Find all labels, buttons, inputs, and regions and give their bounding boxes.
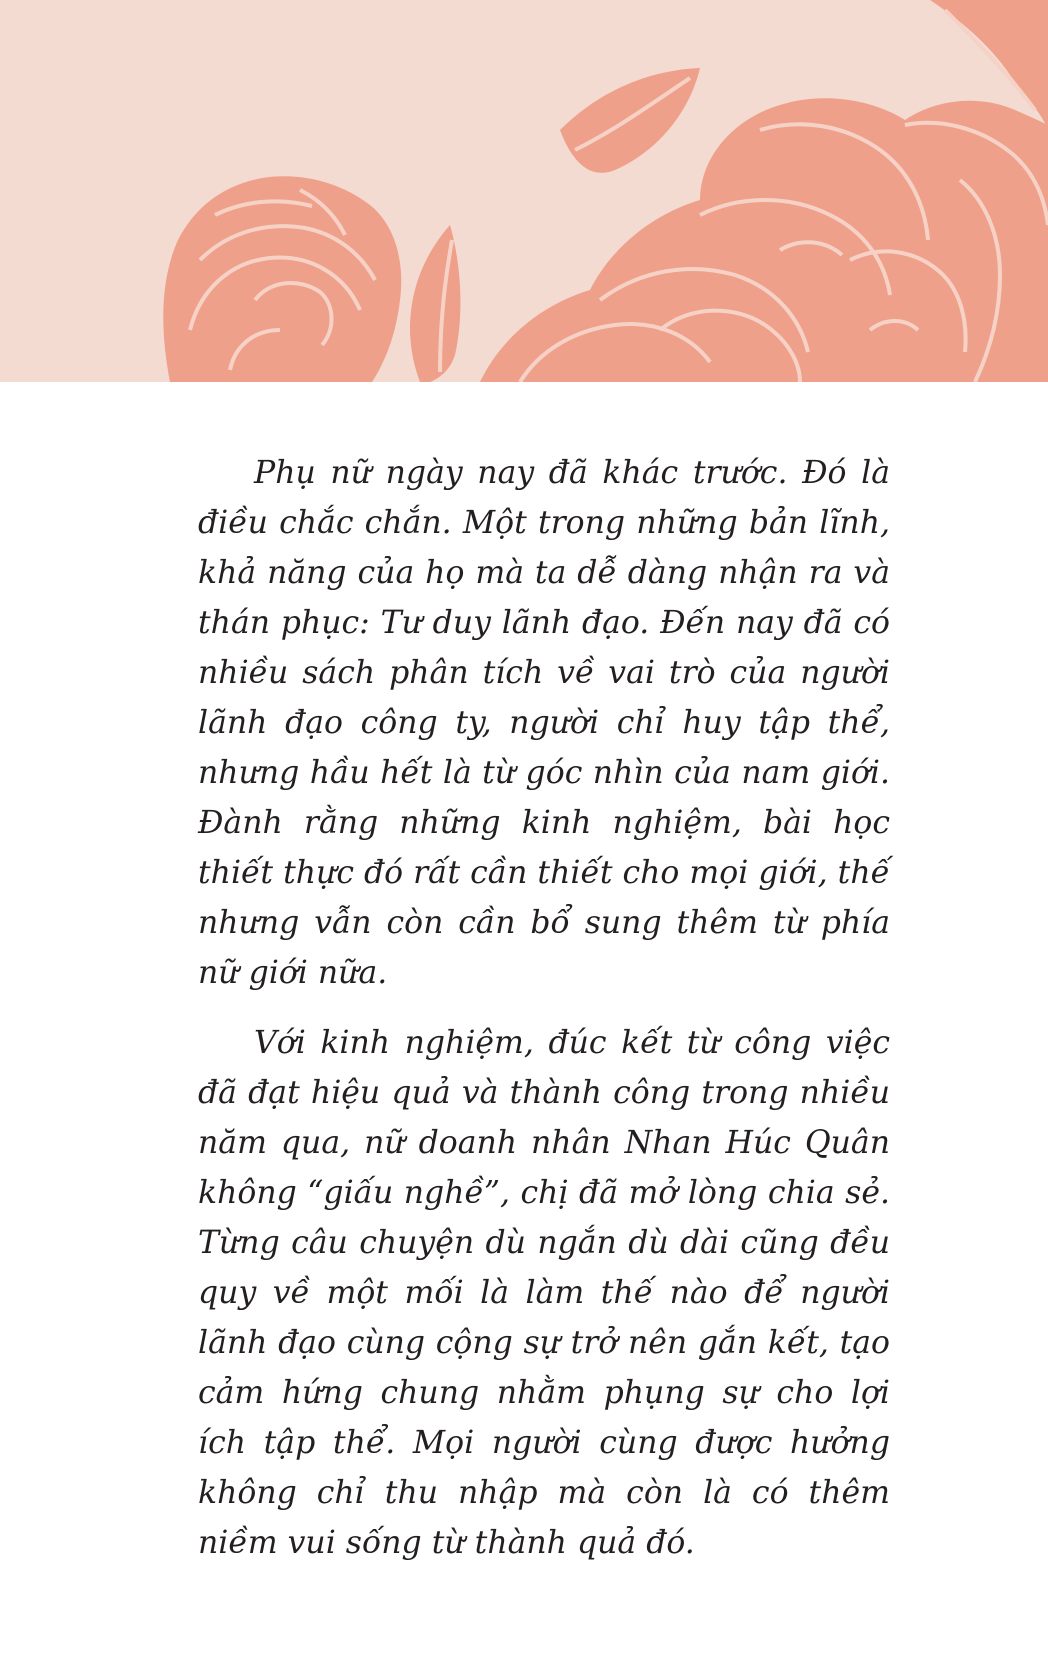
paragraph-2: Với kinh nghiệm, đúc kết từ công việc đã đạt hiệu quả và thành công trong nhiều năm qua, nữ doanh nhân Nhan Húc Quân không “giấu nghề”, chị đã mở lòng chia sẻ. Từng câu chuyện dù ngắn dù dài cũng đều quy về một mối là làm thế nào để người lãnh đạo cùng cộng sự trở nên gắn kết, tạo cảm hứng chung nhằm phụng sự cho lợi ích tập thể. Mọi người cùng được hưởng không chỉ thu nhập mà còn là có thêm niềm vui sống từ thành quả đó. xyxy=(198,1025,890,1561)
leaf-top-middle xyxy=(560,68,700,173)
paragraph-1: Phụ nữ ngày nay đã khác trước. Đó là điều chắc chắn. Một trong những bản lĩnh, khả năng của họ mà ta dễ dàng nhận ra và thán phục: Tư duy lãnh đạo. Đến nay đã có nhiều sách phân tích về vai trò của người lãnh đạo công ty, người chỉ huy tập thể, nhưng hầu hết là từ góc nhìn của nam giới. Đành rằng những kinh nghiệm, bài học thiết thực đó rất cần thiết cho mọi giới, thế nhưng vẫn còn cần bổ sung thêm từ phía nữ giới nữa. xyxy=(198,455,890,991)
header-floral-band xyxy=(0,0,1048,382)
peony-flower-illustration xyxy=(0,0,1048,382)
peony-bud-left xyxy=(163,176,401,382)
leaf-small xyxy=(410,225,460,382)
body-text xyxy=(198,448,890,1588)
